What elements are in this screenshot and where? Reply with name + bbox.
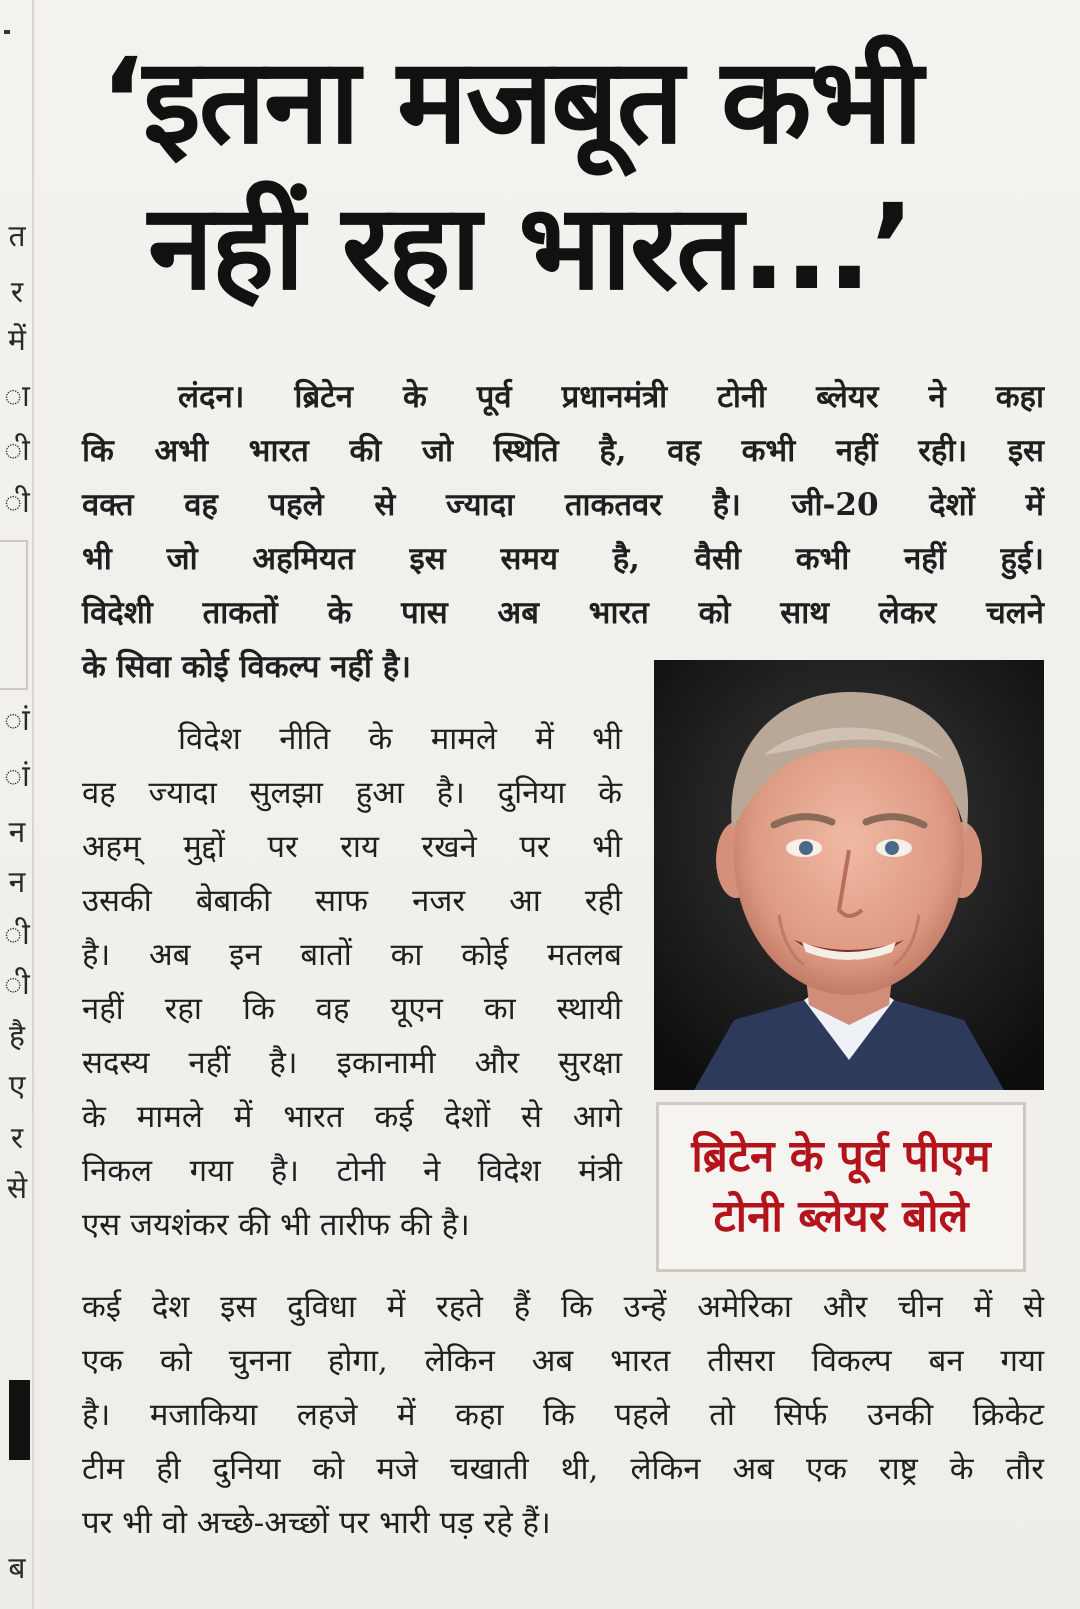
- text-line: उसकी बेबाकी साफ नजर आ रही: [82, 883, 622, 919]
- text-line: कई देश इस दुविधा में रहते हैं कि उन्हें अमेरिका और चीन में से: [82, 1289, 1044, 1325]
- intro-paragraph: [82, 370, 1044, 694]
- text-line: के मामले में भारत कई देशों से आगे: [82, 1099, 622, 1135]
- adjacent-headline-fragment: [0, 1380, 30, 1460]
- caption-line-1: ब्रिटेन के पूर्व पीएम: [691, 1131, 991, 1182]
- adjacent-box: [0, 540, 28, 690]
- fragment: ए: [8, 1069, 26, 1104]
- text-line: टीम ही दुनिया को मजे चखाती थी, लेकिन अब एक राष्ट्र के तौर: [82, 1451, 1044, 1487]
- fragment: ां: [4, 703, 30, 738]
- adjacent-column-strip: [0, 0, 34, 1609]
- fragment: ा: [4, 379, 30, 414]
- closing-paragraph: [82, 1280, 1044, 1550]
- text-line: वह ज्यादा सुलझा हुआ है। दुनिया के: [82, 775, 622, 811]
- text-line: पर भी वो अच्छे-अच्छों पर भारी पड़ रहे हैं।: [82, 1505, 551, 1541]
- fragment: ी: [4, 967, 30, 1002]
- fragment: में: [8, 323, 26, 358]
- text-line: अहम् मुद्दों पर राय रखने पर भी: [82, 829, 622, 865]
- fragment: ां: [4, 759, 30, 794]
- text-line: नहीं रहा कि वह यूएन का स्थायी: [82, 991, 622, 1027]
- text-line: है। अब इन बातों का कोई मतलब: [82, 937, 622, 973]
- fragment: र: [10, 1121, 24, 1156]
- text-line: एक को चुनना होगा, लेकिन अब भारत तीसरा विकल्प बन गया: [82, 1343, 1044, 1379]
- text-line: वक्त वह पहले से ज्यादा ताकतवर है। जी-20 देशों में: [82, 487, 1044, 523]
- headline-line-1: ‘इतना मजबूत कभी: [100, 32, 922, 170]
- text-line: के सिवा कोई विकल्प नहीं है।: [82, 649, 411, 685]
- photo-caption: [656, 1102, 1026, 1272]
- text-line: है। मजाकिया लहजे में कहा कि पहले तो सिर्फ उनकी क्रिकेट: [82, 1397, 1044, 1433]
- text-line: एस जयशंकर की भी तारीफ की है।: [82, 1207, 470, 1243]
- fragment: ी: [4, 917, 30, 952]
- text-line: लंदन। ब्रिटेन के पूर्व प्रधानमंत्री टोनी ब्लेयर ने कहा: [178, 379, 1044, 415]
- fragment: ी: [4, 433, 30, 468]
- fragment: ब: [8, 1551, 26, 1586]
- fragment: न: [8, 865, 26, 900]
- fragment: से: [6, 1171, 28, 1206]
- text-line: भी जो अहमियत इस समय है, वैसी कभी नहीं हुई।: [82, 541, 1044, 577]
- side-column-paragraph: [82, 712, 622, 1252]
- text-line: सदस्य नहीं है। इकानामी और सुरक्षा: [82, 1045, 622, 1081]
- text-line: विदेशी ताकतों के पास अब भारत को साथ लेकर चलने: [82, 595, 1044, 631]
- margin-mark: [4, 30, 10, 34]
- headline: [100, 28, 1060, 320]
- text-line: निकल गया है। टोनी ने विदेश मंत्री: [82, 1153, 622, 1189]
- fragment: र: [10, 275, 24, 310]
- fragment: है: [9, 1019, 25, 1054]
- text-line: विदेश नीति के मामले में भी: [178, 721, 622, 757]
- text-line: कि अभी भारत की जो स्थिति है, वह कभी नहीं रही। इस: [82, 433, 1044, 469]
- portrait-photo: [654, 660, 1044, 1090]
- portrait-illustration: [654, 660, 1044, 1090]
- fragment: न: [8, 815, 26, 850]
- fragment: ी: [4, 485, 30, 520]
- caption-line-2: टोनी ब्लेयर बोले: [713, 1191, 969, 1242]
- fragment: त: [8, 219, 26, 254]
- headline-line-2: नहीं रहा भारत...’: [148, 178, 913, 316]
